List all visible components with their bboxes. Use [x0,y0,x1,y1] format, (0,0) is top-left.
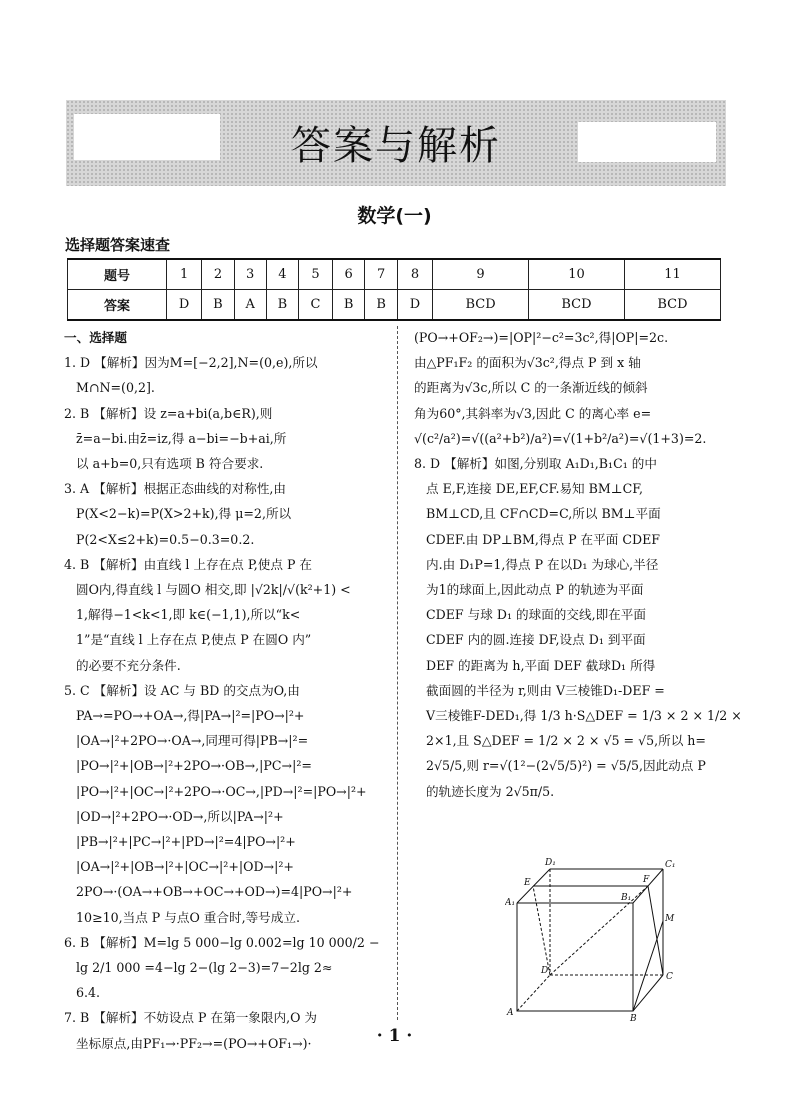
solution-line: 点 E,F,连接 DE,EF,CF.易知 BM⊥CF, [414,481,644,497]
number-cell: 9 [433,259,529,290]
cube-front-face [517,903,633,1011]
solution-line: 的轨迹长度为 2√5π/5. [414,783,555,799]
solution-line: P(2<X≤2+k)=0.5−0.3=0.2. [64,531,255,547]
cube-edge-bc [633,975,663,1011]
solution-line: CDEF 与球 D₁ 的球面的交线,即在平面 [414,607,646,623]
solution-line: 角为60°,其斜率为√3,因此 C 的离心率 e= [414,405,652,421]
answer-cell: A [234,290,266,321]
subject-title: 数学(一) [357,205,432,227]
number-cell: 6 [332,259,365,290]
solution-line: 1,解得−1<k<1,即 k∈(−1,1),所以“k< [64,607,301,623]
answer-cell: B [365,290,398,321]
solution-line: lg 2/1 000 =4−lg 2−(lg 2−3)=7−2lg 2≈ [64,960,333,976]
solution-line: V三棱锥F-DED₁,得 1/3 h·S△DEF = 1/3 × 2 × 1/2 × [414,708,742,724]
row-label-answer: 答案 [68,290,167,321]
answer-cell: BCD [529,290,625,321]
page-title: 答案与解析 [291,123,501,169]
solution-line: 以 a+b=0,只有选项 B 符合要求. [64,456,264,472]
answer-cell: B [266,290,299,321]
answer-table-answer-row [68,290,721,321]
answer-cell: D [167,290,202,321]
section-heading: 一、选择题 [64,330,127,345]
number-cell: 3 [234,259,266,290]
solution-line: 的距离为√3c,所以 C 的一条渐近线的倾斜 [414,380,648,396]
right-column [414,325,742,804]
quick-check-title: 选择题答案速查 [65,236,171,254]
segment-cf [648,886,663,975]
solution-line: 5. C 【解析】设 AC 与 BD 的交点为O,由 [64,682,300,698]
solution-line: 2. B 【解析】设 z=a+bi(a,b∈R),则 [64,405,273,421]
solution-line: 2√5/5,则 r=√(1²−(2√5/5)²) = √5/5,因此动点 P [414,758,706,774]
answer-cell: C [299,290,333,321]
number-cell: 8 [397,259,432,290]
solution-line: M∩N=(0,2]. [64,380,155,396]
answer-table [67,258,721,321]
solution-line: 7. B 【解析】不妨设点 P 在第一象限内,O 为 [64,1010,317,1026]
row-label-number: 题号 [68,259,167,290]
solution-line: BM⊥CD,且 CF∩CD=C,所以 BM⊥平面 [414,506,661,522]
solution-line: |OA→|²+|OB→|²+|OC→|²+|OD→|²+ [64,859,294,875]
label-a1: A₁ [505,898,516,908]
answer-cell: D [397,290,432,321]
solution-line: 10≥10,当点 P 与点O 重合时,等号成立. [64,909,300,925]
answer-cell: BCD [433,290,529,321]
answer-cell: BCD [624,290,720,321]
solution-line: CDEF 内的圆.连接 DF,设点 D₁ 到平面 [414,632,646,648]
solution-line: (PO→+OF₂→)=|OP|²−c²=3c²,得|OP|=2c. [414,330,669,345]
header-banner [66,100,726,186]
solution-line: PA→=PO→+OA→,得|PA→|²=|PO→|²+ [64,708,305,724]
solution-line: CDEF.由 DP⊥BM,得点 P 在平面 CDEF [414,531,660,547]
solution-line: 6.4. [64,985,101,1001]
solution-line: DEF 的距离为 h,平面 DEF 截球D₁ 所得 [414,657,656,673]
label-c1: C₁ [665,860,676,870]
cube-figure [505,855,685,1025]
solution-line: 坐标原点,由PF₁→·PF₂→=(PO→+OF₁→)· [64,1035,312,1051]
solution-line: 的必要不充分条件. [64,657,181,673]
left-solution-lines [64,350,384,1056]
segment-bm [633,921,663,1011]
number-cell: 5 [299,259,333,290]
solution-line: 2PO→·(OA→+OB→+OC→+OD→)=4|PO→|²+ [64,884,353,900]
solution-line: √(c²/a²)=√((a²+b²)/a²)=√(1+b²/a²)=√(1+3)=2. [414,430,707,446]
solution-line: |OD→|²+2PO→·OD→,所以|PA→|²+ [64,808,284,824]
solution-line: 2×1,且 S△DEF = 1/2 × 2 × √5 = √5,所以 h= [414,733,706,749]
solution-line: 截面圆的半径为 r,则由 V三棱锥D₁-DEF = [414,682,665,698]
solution-line: 4. B 【解析】由直线 l 上存在点 P,使点 P 在 [64,556,313,572]
label-d1: D₁ [545,858,556,868]
solution-line: |PB→|²+|PC→|²+|PD→|²=4|PO→|²+ [64,834,296,850]
answer-cell: B [202,290,235,321]
label-a: A [507,1008,514,1018]
answer-cell: B [332,290,365,321]
solution-line: 内.由 D₁P=1,得点 P 在以D₁ 为球心,半径 [414,556,659,572]
answer-table-number-row [68,259,721,290]
solution-line: 1. D 【解析】因为M=[−2,2],N=(0,e),所以 [64,355,318,371]
solution-line: 为1的球面上,因此动点 P 的轨迹为平面 [414,582,644,598]
solution-line: P(X<2−k)=P(X>2+k),得 μ=2,所以 [64,506,292,522]
page-number: · 1 · [376,1026,413,1046]
label-e: E [524,878,531,888]
solution-line: 由△PF₁F₂ 的面积为√3c²,得点 P 到 x 轴 [414,355,641,371]
solution-line: 6. B 【解析】M=lg 5 000−lg 0.002=lg 10 000/2 − [64,934,380,950]
label-b: B [630,1014,637,1024]
solution-line: 圆O内,得直线 l 与圆O 相交,即 |√2k|/√(k²+1) < [64,582,351,598]
label-d: D [541,966,549,976]
number-cell: 1 [167,259,202,290]
solution-line: |OA→|²+2PO→·OA→,同理可得|PB→|²= [64,733,309,749]
label-b1: B₁ [621,893,632,903]
number-cell: 11 [624,259,720,290]
number-cell: 4 [266,259,299,290]
number-cell: 2 [202,259,235,290]
number-cell: 7 [365,259,398,290]
solution-line: 8. D 【解析】如图,分别取 A₁D₁,B₁C₁ 的中 [414,456,657,472]
solution-line: 3. A 【解析】根据正态曲线的对称性,由 [64,481,287,497]
number-cell: 10 [529,259,625,290]
label-m: M [665,914,675,924]
label-c: C [666,972,673,982]
label-f: F [643,875,650,885]
solution-line: z̄=a−bi.由z̄=iz,得 a−bi=−b+ai,所 [64,430,287,446]
hidden-edge-ad [517,975,550,1011]
solution-line: |PO→|²+|OB→|²+2PO→·OB→,|PC→|²= [64,758,312,774]
solution-line: |PO→|²+|OC→|²+2PO→·OC→,|PD→|²=|PO→|²+ [64,783,367,799]
right-solution-lines [414,325,742,804]
hidden-segment-de [533,886,550,975]
left-column [64,325,384,1056]
column-divider [397,326,398,1020]
solution-line: 1”是“直线 l 上存在点 P,使点 P 在圆O 内” [64,632,312,648]
